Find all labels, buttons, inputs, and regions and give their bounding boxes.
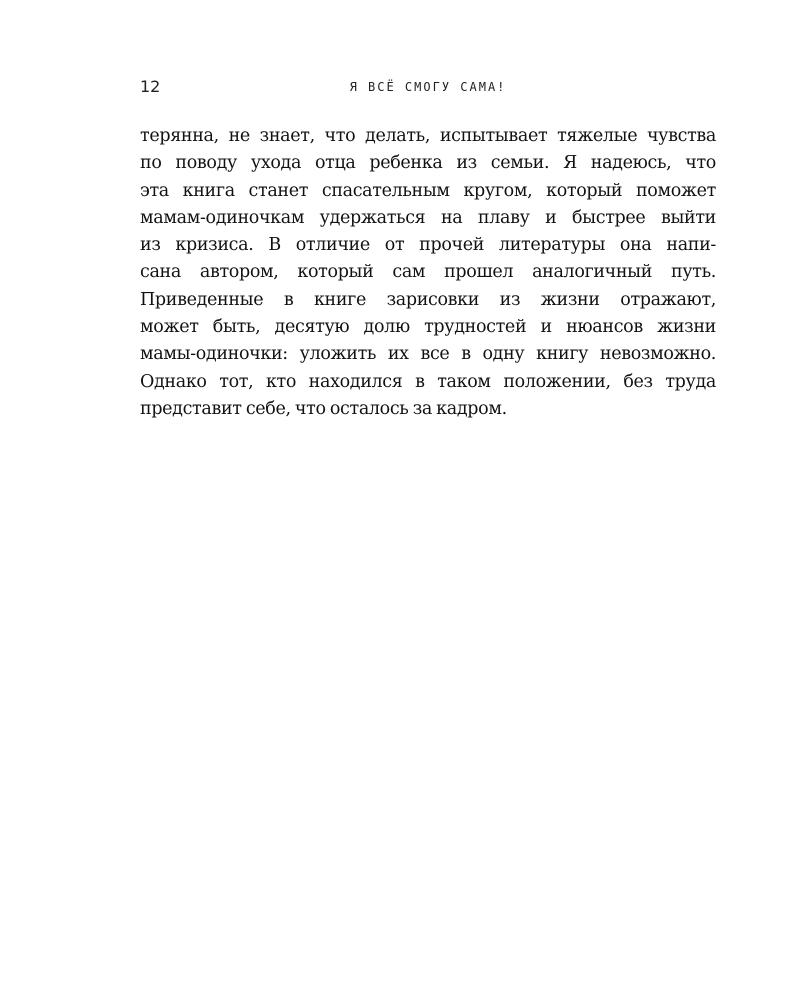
text-line: представит себе, что осталось за кадром. xyxy=(140,398,507,419)
text-line: из кризиса. В отличие от прочей литературы она напи- xyxy=(140,235,716,256)
text-line: мамы-одиночки: уложить их все в одну книгу невозможно. xyxy=(140,344,716,365)
page-number: 12 xyxy=(140,77,161,96)
text-line: сана автором, который сам прошел аналогичный путь. xyxy=(140,262,716,283)
text-line: эта книга станет спасательным кругом, который поможет xyxy=(140,180,716,201)
text-line: может быть, десятую долю трудностей и нюансов жизни xyxy=(140,317,716,338)
text-line: мамам-одиночкам удержаться на плаву и быстрее выйти xyxy=(140,207,716,228)
body-paragraph xyxy=(140,123,716,423)
text-line: терянна, не знает, что делать, испытывает тяжелые чувства xyxy=(140,126,716,146)
running-header xyxy=(140,76,716,98)
text-line: Однако тот, кто находился в таком положении, без труда xyxy=(140,371,716,392)
running-title: Я ВСЁ СМОГУ САМА! xyxy=(349,80,507,94)
text-line: Приведенные в книге зарисовки из жизни отражают, xyxy=(140,289,716,310)
text-line: по поводу ухода отца ребенка из семьи. Я надеюсь, что xyxy=(140,153,716,174)
